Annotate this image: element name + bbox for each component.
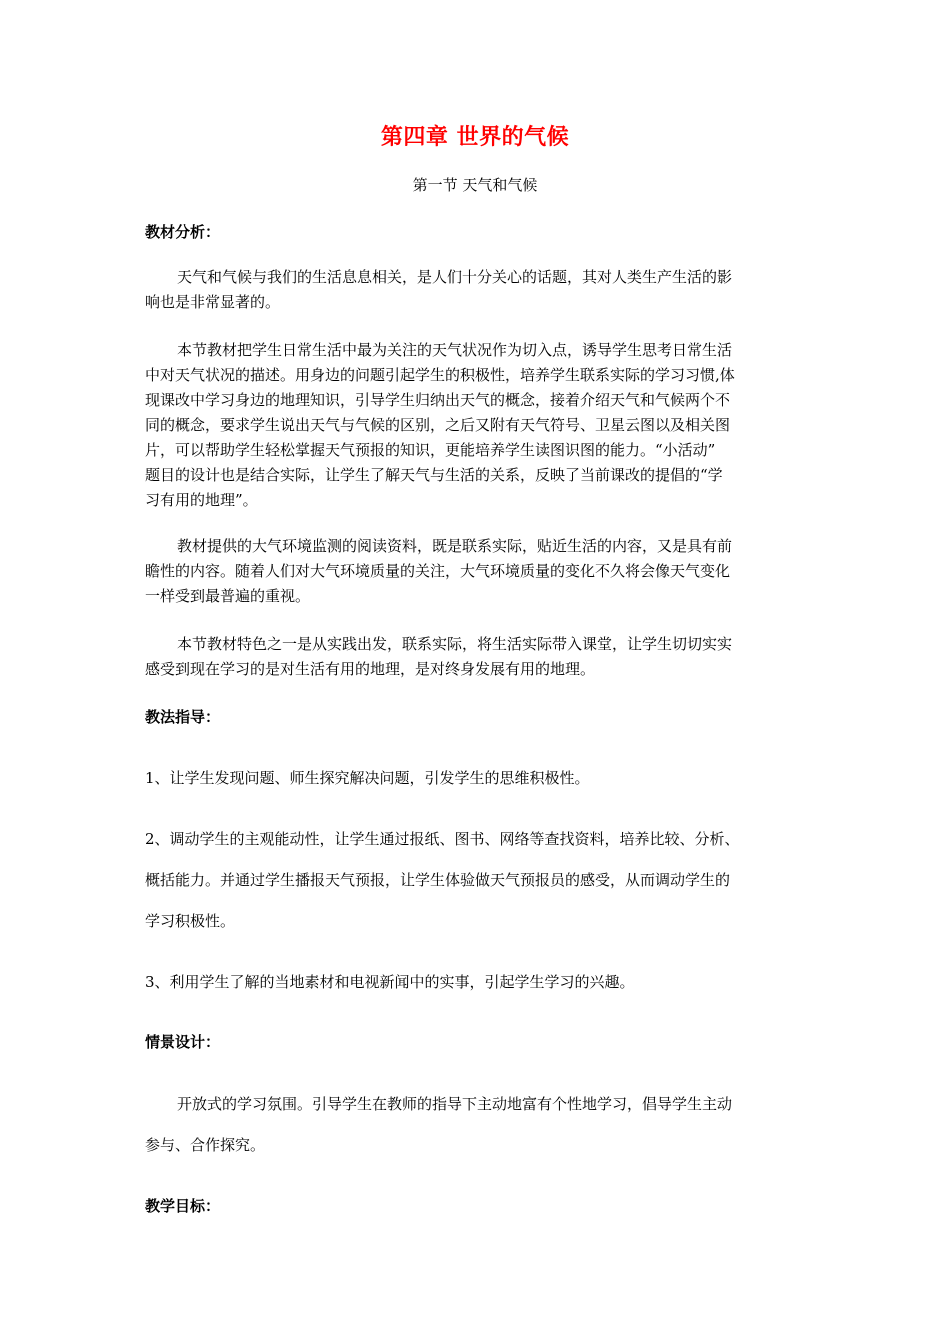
paragraph-line: 同的概念，要求学生说出天气与气候的区别，之后又附有天气符号、卫星云图以及相关图 [145,416,731,434]
method-item-2-line-3: 学习积极性。 [145,912,236,930]
scene-line-1: 开放式的学习氛围。引导学生在教师的指导下主动地富有个性地学习，倡导学生主动 [177,1095,733,1113]
heading-teaching-method: 教法指导： [145,708,221,726]
paragraph-line: 现课改中学习身边的地理知识，引导学生归纳出天气的概念，接着介绍天气和气候两个不 [145,391,731,409]
paragraph-line: 一样受到最普遍的重视。 [145,587,311,605]
method-item-2-line-2: 概括能力。并通过学生播报天气预报，让学生体验做天气预报员的感受，从而调动学生的 [145,871,731,889]
analysis-paragraph-4 [145,632,805,682]
method-item-1: 1、让学生发现问题、师生探究解决问题，引发学生的思维积极性。 [145,769,590,787]
method-item-2-line-1: 2、调动学生的主观能动性，让学生通过报纸、图书、网络等查找资料，培养比较、分析、 [145,830,740,848]
paragraph-line: 片，可以帮助学生轻松掌握天气预报的知识，更能培养学生读图识图的能力。“小活动” [145,441,716,459]
analysis-paragraph-1 [145,265,805,315]
paragraph-line: 习有用的地理”。 [145,491,258,509]
paragraph-line: 本节教材把学生日常生活中最为关注的天气状况作为切入点，诱导学生思考日常生活 [177,341,733,359]
paragraph-line: 教材提供的大气环境监测的阅读资料，既是联系实际，贴近生活的内容，又是具有前 [177,537,733,555]
paragraph-line: 感受到现在学习的是对生活有用的地理，是对终身发展有用的地理。 [145,660,596,678]
chapter-title: 第四章 世界的气候 [380,124,570,150]
scene-line-2: 参与、合作探究。 [145,1136,266,1154]
section-subtitle: 第一节 天气和气候 [412,176,538,194]
paragraph-line: 天气和气候与我们的生活息息相关，是人们十分关心的话题，其对人类生产生活的影 [177,268,733,286]
heading-textbook-analysis: 教材分析： [145,223,221,241]
analysis-paragraph-2 [145,338,805,513]
paragraph-line: 题目的设计也是结合实际，让学生了解天气与生活的关系，反映了当前课改的提倡的“学 [145,466,723,484]
paragraph-line: 响也是非常显著的。 [145,293,281,311]
analysis-paragraph-3 [145,534,805,609]
heading-scene-design: 情景设计： [145,1033,221,1051]
paragraph-line: 中对天气状况的描述。用身边的问题引起学生的积极性，培养学生联系实际的学习习惯,体 [145,366,735,384]
paragraph-line: 本节教材特色之一是从实践出发，联系实际，将生活实际带入课堂，让学生切切实实 [177,635,733,653]
heading-teaching-goals: 教学目标： [145,1197,221,1215]
paragraph-line: 瞻性的内容。随着人们对大气环境质量的关注，大气环境质量的变化不久将会像天气变化 [145,562,731,580]
method-item-3: 3、利用学生了解的当地素材和电视新闻中的实事，引起学生学习的兴趣。 [145,973,635,991]
